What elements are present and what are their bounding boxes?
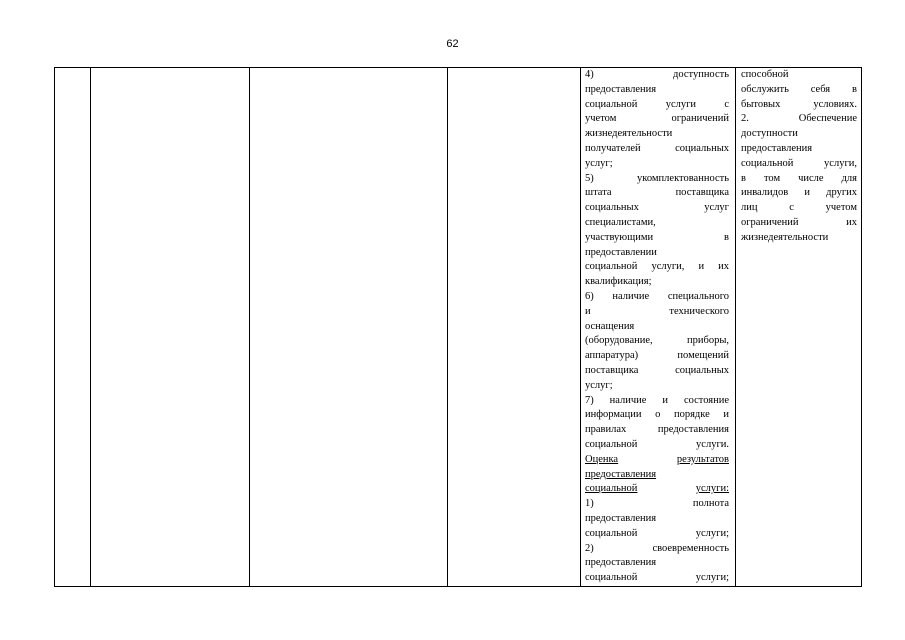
text-line bbox=[741, 112, 857, 127]
word: аппаратура) bbox=[585, 350, 639, 362]
page-number: 62 bbox=[446, 38, 459, 50]
word: получателей bbox=[585, 142, 641, 154]
word: с bbox=[724, 98, 729, 110]
text-line bbox=[585, 186, 729, 201]
text-line bbox=[585, 423, 729, 438]
text-line bbox=[585, 394, 729, 409]
text-line bbox=[741, 216, 857, 231]
column-divider bbox=[735, 68, 736, 586]
word: своевременность bbox=[652, 542, 729, 554]
word: 2. bbox=[741, 113, 749, 125]
word: в bbox=[741, 172, 746, 184]
column-divider bbox=[580, 68, 581, 586]
text-line bbox=[585, 275, 729, 290]
word: участвующими bbox=[585, 231, 654, 243]
word: том bbox=[763, 172, 781, 184]
word: состояние bbox=[683, 394, 729, 406]
word: 7) bbox=[585, 394, 594, 406]
word: ограничений bbox=[741, 216, 799, 228]
word: приборы, bbox=[686, 335, 729, 347]
word: услуг bbox=[704, 202, 729, 214]
word: предоставления bbox=[585, 557, 657, 569]
word: предоставления bbox=[585, 468, 657, 480]
word: услуг; bbox=[585, 379, 613, 391]
text-line bbox=[585, 216, 729, 231]
text-line bbox=[741, 201, 857, 216]
word: инвалидов bbox=[741, 187, 789, 199]
text-line bbox=[585, 172, 729, 187]
text-line bbox=[585, 305, 729, 320]
text-line bbox=[585, 512, 729, 527]
text-line bbox=[585, 320, 729, 335]
word: предоставления bbox=[585, 512, 657, 524]
word: с bbox=[789, 202, 794, 214]
text-line bbox=[585, 127, 729, 142]
word: 5) bbox=[585, 172, 594, 184]
word: укомплектованность bbox=[637, 172, 729, 184]
text-line bbox=[741, 157, 857, 172]
word: услуги; bbox=[695, 527, 729, 539]
word: числе bbox=[798, 172, 824, 184]
word: 6) bbox=[585, 290, 594, 302]
word: социальной bbox=[585, 483, 638, 495]
word: жизнедеятельности bbox=[585, 128, 673, 140]
word: социальной bbox=[585, 527, 638, 539]
text-line bbox=[585, 556, 729, 571]
word: поставщика bbox=[675, 187, 729, 199]
text-line bbox=[741, 68, 857, 83]
word: социальной bbox=[741, 157, 794, 169]
word: доступность bbox=[672, 69, 729, 80]
text-line bbox=[741, 98, 857, 113]
text-line bbox=[741, 142, 857, 157]
text-line bbox=[585, 246, 729, 261]
text-line bbox=[585, 497, 729, 512]
word: специального bbox=[667, 290, 729, 302]
word: полнота bbox=[692, 498, 729, 510]
text-line bbox=[585, 571, 729, 586]
text-line bbox=[585, 290, 729, 305]
word: Обеспечение bbox=[798, 113, 857, 125]
word: в bbox=[724, 231, 729, 243]
word: ограничений bbox=[671, 113, 729, 125]
word: социальных bbox=[585, 202, 639, 214]
word: в bbox=[852, 83, 857, 95]
word: и bbox=[804, 187, 810, 199]
word: квалификация; bbox=[585, 276, 652, 288]
word: предоставления bbox=[585, 83, 657, 95]
word: наличие bbox=[609, 394, 647, 406]
word: их bbox=[718, 261, 729, 273]
word: учетом bbox=[825, 202, 857, 214]
word: информации bbox=[585, 409, 642, 421]
word: бытовых bbox=[741, 98, 781, 110]
word: технического bbox=[669, 305, 729, 317]
word: себя bbox=[810, 83, 831, 95]
text-line bbox=[585, 231, 729, 246]
text-line bbox=[585, 438, 729, 453]
word: Оценка bbox=[585, 453, 619, 465]
word: и bbox=[723, 409, 729, 421]
word: и bbox=[585, 305, 591, 317]
word: правилах bbox=[585, 424, 627, 436]
text-line bbox=[741, 231, 857, 246]
text-line bbox=[585, 482, 729, 497]
word: социальной bbox=[585, 98, 638, 110]
text-line bbox=[585, 349, 729, 364]
text-line bbox=[585, 364, 729, 379]
word: оснащения bbox=[585, 320, 635, 332]
word: социальной bbox=[585, 261, 638, 273]
word: 2) bbox=[585, 542, 594, 554]
word: о bbox=[655, 409, 661, 421]
word: 1) bbox=[585, 498, 594, 510]
text-line bbox=[741, 83, 857, 98]
word: результатов bbox=[676, 453, 729, 465]
document-table bbox=[54, 67, 862, 587]
word: услуги, bbox=[824, 157, 857, 169]
column-divider bbox=[90, 68, 91, 586]
text-line bbox=[585, 542, 729, 557]
word: услуг; bbox=[585, 157, 613, 169]
text-line bbox=[585, 260, 729, 275]
word: способной bbox=[741, 69, 789, 80]
word: жизнедеятельности bbox=[741, 231, 829, 243]
word: специалистами, bbox=[585, 216, 656, 228]
word: социальных bbox=[675, 142, 729, 154]
cell-service-conditions bbox=[741, 68, 857, 246]
word: предоставления bbox=[657, 424, 729, 436]
word: порядке bbox=[673, 409, 710, 421]
text-line bbox=[585, 379, 729, 394]
text-line bbox=[585, 201, 729, 216]
word: их bbox=[846, 216, 857, 228]
text-line bbox=[741, 127, 857, 142]
word: услуги bbox=[665, 98, 697, 110]
word: обслужить bbox=[741, 83, 789, 95]
word: доступности bbox=[741, 128, 798, 140]
cell-quality-indicators bbox=[585, 68, 729, 586]
column-divider bbox=[447, 68, 448, 586]
word: помещений bbox=[677, 350, 729, 362]
word: поставщика bbox=[585, 364, 639, 376]
text-line bbox=[741, 186, 857, 201]
word: штата bbox=[585, 187, 612, 199]
text-line bbox=[585, 334, 729, 349]
word: услуги; bbox=[695, 572, 729, 584]
column-divider bbox=[249, 68, 250, 586]
word: и bbox=[662, 394, 669, 406]
text-line bbox=[585, 112, 729, 127]
text-line bbox=[585, 468, 729, 483]
word: (оборудование, bbox=[585, 335, 653, 347]
text-line bbox=[585, 83, 729, 98]
word: наличие bbox=[612, 290, 650, 302]
text-line bbox=[585, 98, 729, 113]
word: предоставлении bbox=[585, 246, 657, 258]
word: социальной bbox=[585, 572, 638, 584]
text-line bbox=[585, 142, 729, 157]
word: 4) bbox=[585, 69, 594, 80]
word: лиц bbox=[741, 202, 758, 214]
word: учетом bbox=[585, 113, 617, 125]
text-line bbox=[585, 453, 729, 468]
word: других bbox=[826, 187, 857, 199]
text-line bbox=[585, 527, 729, 542]
word: услуги. bbox=[696, 438, 729, 450]
text-line bbox=[585, 157, 729, 172]
word: услуги, bbox=[651, 261, 685, 273]
word: услуги: bbox=[695, 483, 729, 495]
word: для bbox=[841, 172, 857, 184]
word: условиях. bbox=[813, 98, 857, 110]
text-line bbox=[585, 68, 729, 83]
text-line bbox=[741, 172, 857, 187]
text-line bbox=[585, 408, 729, 423]
word: предоставления bbox=[741, 142, 813, 154]
word: социальных bbox=[675, 364, 729, 376]
word: и bbox=[698, 261, 705, 273]
word: социальной bbox=[585, 438, 638, 450]
